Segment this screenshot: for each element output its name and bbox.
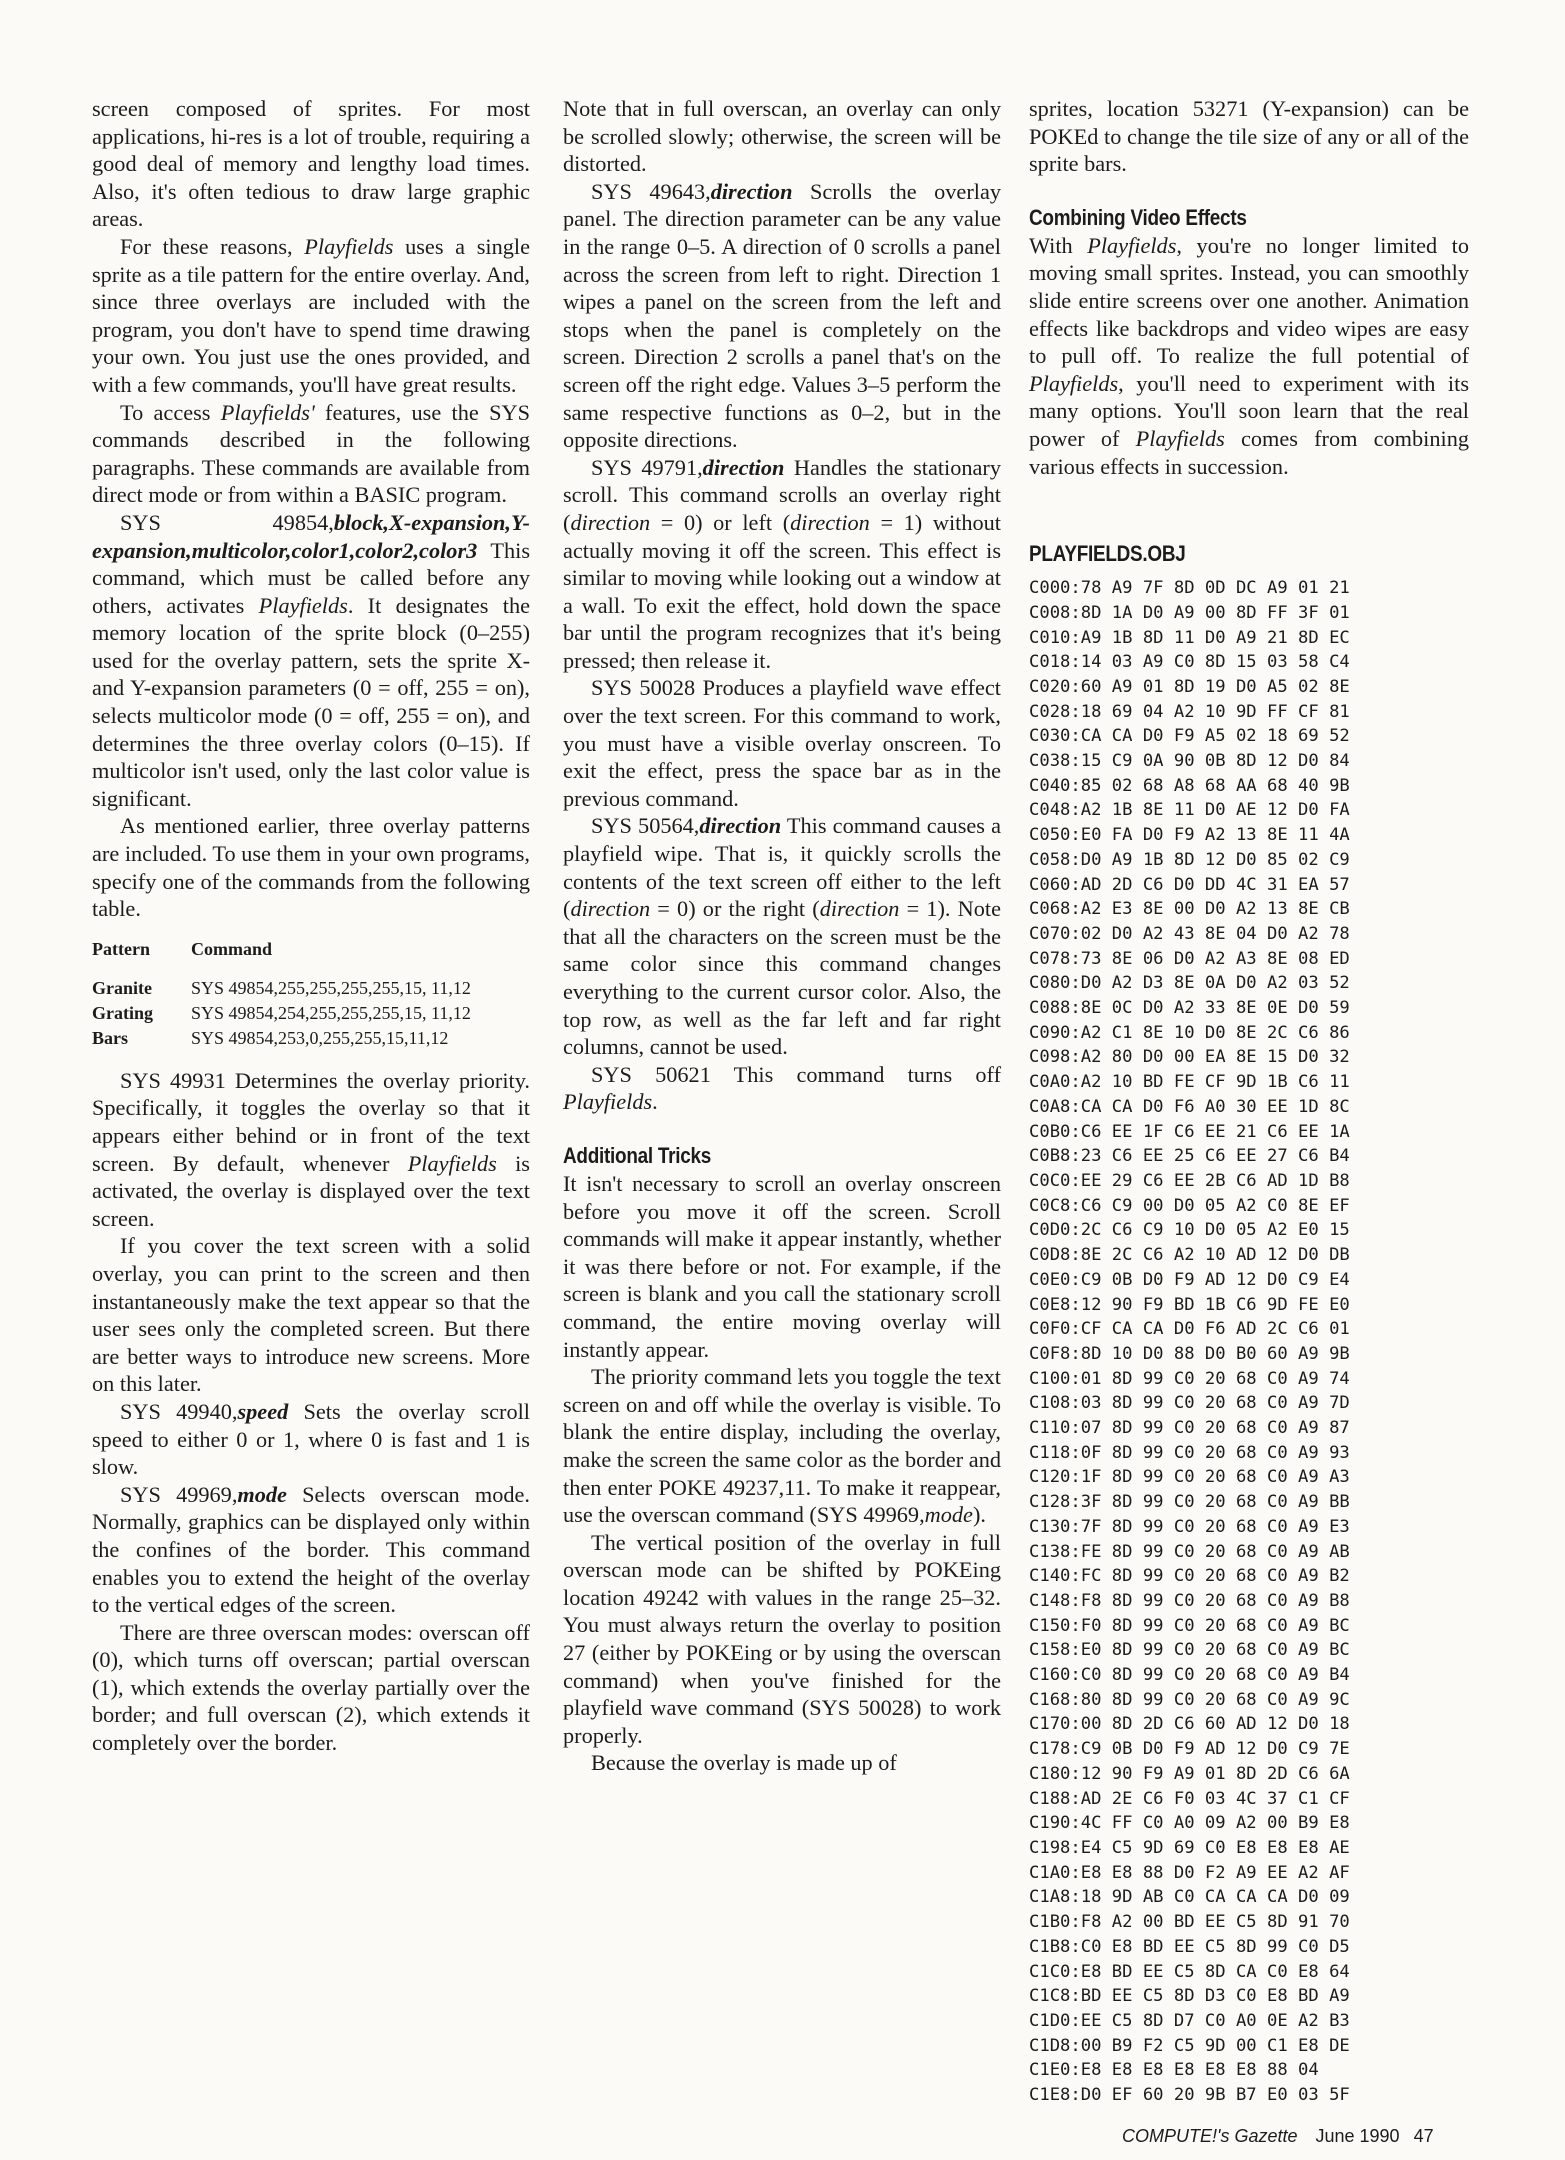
listing-line: C180:12 90 F9 A9 01 8D 2D C6 6A bbox=[1029, 1763, 1350, 1784]
page-number: 47 bbox=[1413, 2126, 1434, 2146]
listing-line: C0B8:23 C6 EE 25 C6 EE 27 C6 B4 bbox=[1029, 1146, 1350, 1167]
listing-line: C028:18 69 04 A2 10 9D FF CF 81 bbox=[1029, 701, 1350, 722]
listing-line: C188:AD 2E C6 F0 03 4C 37 C1 CF bbox=[1029, 1788, 1350, 1809]
listing-line: C040:85 02 68 A8 68 AA 68 40 9B bbox=[1029, 775, 1350, 796]
listing-line: C0D0:2C C6 C9 10 D0 05 A2 E0 15 bbox=[1029, 1220, 1350, 1241]
paragraph: screen composed of sprites. For most applications, hi-res is a lot of trouble, requiring a good deal of memory and lengthy load times. Also, it's often tedious to draw large graphic areas. bbox=[92, 96, 530, 232]
pattern-name: Granite bbox=[92, 977, 152, 998]
column-3 bbox=[1029, 95, 1469, 2108]
paragraph: sprites, location 53271 (Y-expansion) can be POKEd to change the tile size of any or all of the sprite bars. bbox=[1029, 96, 1469, 177]
page-footer bbox=[1122, 2126, 1462, 2147]
listing-line: C1E0:E8 E8 E8 E8 E8 E8 88 04 bbox=[1029, 2060, 1319, 2081]
paragraph: SYS 49969,mode Selects overscan mode. Normally, graphics can be displayed only within the confines of the border. This command enables you to extend the height of the overlay to the vertical edges of the screen. bbox=[92, 1481, 530, 1618]
listing-line: C178:C9 0B D0 F9 AD 12 D0 C9 7E bbox=[1029, 1739, 1350, 1760]
listing-line: C1D0:EE C5 8D D7 C0 A0 0E A2 B3 bbox=[1029, 2010, 1350, 2031]
listing-line: C0F8:8D 10 D0 88 D0 B0 60 A9 9B bbox=[1029, 1343, 1350, 1364]
listing-line: C118:0F 8D 99 C0 20 68 C0 A9 93 bbox=[1029, 1442, 1350, 1463]
paragraph: SYS 49791,direction Handles the stationary scroll. This command scrolls an overlay right (direction = 0) or left (direction = 1) without actually moving it off the screen. This effect is similar to moving while looking out a window at a wall. To exit the effect, hold down the space bar until the program recognizes that it's being pressed; then release it. bbox=[563, 454, 1002, 673]
listing-line: C0E8:12 90 F9 BD 1B C6 9D FE E0 bbox=[1029, 1294, 1350, 1315]
paragraph: SYS 50564,direction This command causes a playfield wipe. That is, it quickly scrolls the contents of the text screen off either to the left (direction = 0) or the right (direction = 1). Note that all the characters on the screen must be the same color since this command changes everything to the current cursor color. Also, the top row, as well as the far left and far right columns, cannot be used. bbox=[563, 813, 1001, 1060]
listing-line: C048:A2 1B 8E 11 D0 AE 12 D0 FA bbox=[1029, 800, 1350, 821]
listing-line: C198:E4 C5 9D 69 C0 E8 E8 E8 AE bbox=[1029, 1837, 1350, 1858]
listing-line: C0A8:CA CA D0 F6 A0 30 EE 1D 8C bbox=[1029, 1096, 1350, 1117]
listing-line: C038:15 C9 0A 90 0B 8D 12 D0 84 bbox=[1029, 751, 1350, 772]
listing-line: C160:C0 8D 99 C0 20 68 C0 A9 B4 bbox=[1029, 1665, 1350, 1686]
listing-line: C130:7F 8D 99 C0 20 68 C0 A9 E3 bbox=[1029, 1516, 1350, 1537]
listing-line: C060:AD 2D C6 D0 DD 4C 31 EA 57 bbox=[1029, 874, 1350, 895]
listing-line: C190:4C FF C0 A0 09 A2 00 B9 E8 bbox=[1029, 1813, 1350, 1834]
listing-line: C0C0:EE 29 C6 EE 2B C6 AD 1D B8 bbox=[1029, 1171, 1350, 1191]
paragraph: Because the overlay is made up of bbox=[591, 1750, 897, 1776]
listing-line: C090:A2 C1 8E 10 D0 8E 2C C6 86 bbox=[1029, 1022, 1350, 1043]
section-heading: Combining Video Effects bbox=[1029, 204, 1247, 230]
pattern-name: Grating bbox=[92, 1002, 153, 1023]
listing-line: C150:F0 8D 99 C0 20 68 C0 A9 BC bbox=[1029, 1615, 1350, 1636]
listing-line: C1A8:18 9D AB C0 CA CA CA D0 09 bbox=[1029, 1887, 1350, 1908]
pattern-command: SYS 49854,254,255,255,255,15, 11,12 bbox=[191, 1002, 471, 1023]
listing-line: C140:FC 8D 99 C0 20 68 C0 A9 B2 bbox=[1029, 1566, 1350, 1587]
table-row bbox=[92, 1001, 471, 1026]
listing-line: C0E0:C9 0B D0 F9 AD 12 D0 C9 E4 bbox=[1029, 1269, 1350, 1290]
listing-line: C098:A2 80 D0 00 EA 8E 15 D0 32 bbox=[1029, 1047, 1350, 1068]
paragraph: For these reasons, Playfields uses a single sprite as a tile pattern for the entire overlay. And, since three overlays are included with the program, you don't have to spend time drawing your own. You just use the ones provided, and with a few commands, you'll have great results. bbox=[92, 233, 530, 397]
listing-line: C1E8:D0 EF 60 20 9B B7 E0 03 5F bbox=[1029, 2085, 1350, 2106]
listing-line: C1A0:E8 E8 88 D0 F2 A9 EE A2 AF bbox=[1029, 1862, 1350, 1883]
listing-line: C120:1F 8D 99 C0 20 68 C0 A9 A3 bbox=[1029, 1467, 1350, 1488]
table-header-command: Command bbox=[191, 938, 273, 959]
pattern-command: SYS 49854,255,255,255,255,15, 11,12 bbox=[191, 977, 471, 998]
listing-line: C128:3F 8D 99 C0 20 68 C0 A9 BB bbox=[1029, 1492, 1350, 1513]
listing-line: C000:78 A9 7F 8D 0D DC A9 01 21 bbox=[1029, 578, 1350, 599]
table-row bbox=[92, 976, 471, 1001]
listing-heading: PLAYFIELDS.OBJ bbox=[1029, 541, 1186, 567]
pattern-table bbox=[92, 937, 471, 1051]
paragraph: To access Playfields' features, use the SYS commands described in the following paragraphs. These commands are available from direct mode or from within a BASIC program. bbox=[92, 399, 530, 508]
listing-line: C0A0:A2 10 BD FE CF 9D 1B C6 11 bbox=[1029, 1072, 1350, 1093]
listing-line: C0F0:CF CA CA D0 F6 AD 2C C6 01 bbox=[1029, 1319, 1350, 1340]
paragraph: SYS 49940,speed Sets the overlay scroll speed to either 0 or 1, where 0 is fast and 1 is slow. bbox=[92, 1398, 530, 1480]
table-row bbox=[92, 1026, 471, 1051]
paragraph: With Playfields, you're no longer limited to moving small sprites. Instead, you can smoothly slide entire screens over one another. Animation effects like backdrops and video wipes are easy to pull off. To realize the full potential of Playfields, you'll need to experiment with its many options. You'll soon learn that the real power of Playfields comes from combining various effects in succession. bbox=[1029, 232, 1470, 479]
listing-line: C170:00 8D 2D C6 60 AD 12 D0 18 bbox=[1029, 1714, 1350, 1735]
listing-line: C100:01 8D 99 C0 20 68 C0 A9 74 bbox=[1029, 1368, 1350, 1389]
paragraph: The priority command lets you toggle the text screen on and off while the overlay is visible. To blank the entire display, including the overlay, make the screen the same color as the border and then enter POKE 49237,11. To make it reappear, use the overscan command (SYS 49969,mode). bbox=[563, 1364, 1001, 1528]
pattern-command: SYS 49854,253,0,255,255,15,11,12 bbox=[191, 1027, 449, 1048]
listing-line: C168:80 8D 99 C0 20 68 C0 A9 9C bbox=[1029, 1689, 1350, 1710]
issue-date: June 1990 bbox=[1315, 2126, 1400, 2146]
listing-line: C058:D0 A9 1B 8D 12 D0 85 02 C9 bbox=[1029, 849, 1350, 870]
paragraph: The vertical position of the overlay in full overscan mode can be shifted by POKEing location 49242 with values in the range 25–32. You must always return the overlay to position 27 (either by POKEing or by using the overscan command) when you've finished for the playfield wave command (SYS 50028) to work properly. bbox=[563, 1529, 1001, 1748]
column-2 bbox=[563, 95, 1001, 1777]
listing-line: C1C8:BD EE C5 8D D3 C0 E8 BD A9 bbox=[1029, 1986, 1350, 2007]
listing-line: C0C8:C6 C9 00 D0 05 A2 C0 8E EF bbox=[1029, 1195, 1350, 1216]
listing-line: C008:8D 1A D0 A9 00 8D FF 3F 01 bbox=[1029, 602, 1350, 623]
listing-line: C110:07 8D 99 C0 20 68 C0 A9 87 bbox=[1029, 1418, 1350, 1439]
pattern-name: Bars bbox=[92, 1027, 128, 1048]
listing-line: C1D8:00 B9 F2 C5 9D 00 C1 E8 DE bbox=[1029, 2035, 1350, 2056]
listing-line: C158:E0 8D 99 C0 20 68 C0 A9 BC bbox=[1029, 1640, 1350, 1661]
listing-line: C088:8E 0C D0 A2 33 8E 0E D0 59 bbox=[1029, 998, 1350, 1019]
listing-line: C1B0:F8 A2 00 BD EE C5 8D 91 70 bbox=[1029, 1912, 1350, 1933]
paragraph: SYS 50621 This command turns off Playfields. bbox=[563, 1061, 1001, 1115]
listing-line: C1B8:C0 E8 BD EE C5 8D 99 C0 D5 bbox=[1029, 1936, 1350, 1957]
listing-line: C078:73 8E 06 D0 A2 A3 8E 08 ED bbox=[1029, 948, 1350, 969]
listing-line: C0D8:8E 2C C6 A2 10 AD 12 D0 DB bbox=[1029, 1245, 1350, 1266]
code-listing bbox=[1029, 576, 1469, 2108]
paragraph: SYS 49931 Determines the overlay priority. Specifically, it toggles the overlay so that it appears either behind or in front of the text screen. By default, whenever Playfields is activated, the overlay is displayed over the text screen. bbox=[92, 1067, 530, 1231]
listing-line: C148:F8 8D 99 C0 20 68 C0 A9 B8 bbox=[1029, 1590, 1350, 1611]
paragraph: Note that in full overscan, an overlay can only be scrolled slowly; otherwise, the screen will be distorted. bbox=[563, 96, 1001, 177]
listing-line: C138:FE 8D 99 C0 20 68 C0 A9 AB bbox=[1029, 1541, 1350, 1562]
listing-line: C080:D0 A2 D3 8E 0A D0 A2 03 52 bbox=[1029, 973, 1350, 994]
paragraph: If you cover the text screen with a solid overlay, you can print to the screen and then instantaneously make the text appear so that the user sees only the completed screen. But there are better ways to introduce new screens. More on this later. bbox=[92, 1233, 530, 1397]
column-1 bbox=[92, 95, 530, 1757]
paragraph: It isn't necessary to scroll an overlay onscreen before you move it off the screen. Scroll commands will make it appear instantly, whether it was there before or not. For example, if the screen is blank and you call the stationary scroll command, the entire moving overlay will instantly appear. bbox=[563, 1170, 1001, 1362]
listing-line: C0B0:C6 EE 1F C6 EE 21 C6 EE 1A bbox=[1029, 1121, 1350, 1142]
paragraph: SYS 49643,direction Scrolls the overlay panel. The direction parameter can be any value in the range 0–5. A direction of 0 scrolls a panel across the screen from left to right. Direction 1 wipes a panel on the screen from the left and stops when the panel is completely on the screen. Direction 2 scrolls a panel that's on the screen off the right edge. Values 3–5 perform the same respective functions as 0–2, but in the opposite directions. bbox=[563, 178, 1001, 453]
magazine-name: COMPUTE!'s Gazette bbox=[1122, 2126, 1298, 2146]
paragraph: As mentioned earlier, three overlay patterns are included. To use them in your own programs, specify one of the commands from the following table. bbox=[92, 813, 530, 922]
paragraph: SYS 49854,block,X-expansion,Y-expansion,multicolor,color1,color2,color3 This command, which must be called before any others, activates Playfields. It designates the memory location of the sprite block (0–255) used for the overlay pattern, sets the sprite X- and Y-expansion parameters (0 = off, 255 = on), selects multicolor mode (0 = off, 255 = on), and determines the three overlay colors (0–15). If multicolor isn't used, only the last color value is significant. bbox=[92, 509, 530, 811]
listing-line: C1C0:E8 BD EE C5 8D CA C0 E8 64 bbox=[1029, 1961, 1350, 1982]
paragraph: There are three overscan modes: overscan off (0), which turns off overscan; partial overscan (1), which extends the overlay partially over the border; and full overscan (2), which extends it completely over the border. bbox=[92, 1619, 530, 1756]
paragraph: SYS 50028 Produces a playfield wave effect over the text screen. For this command to work, you must have a visible overlay onscreen. To exit the effect, press the space bar as in the previous command. bbox=[563, 675, 1001, 811]
listing-line: C070:02 D0 A2 43 8E 04 D0 A2 78 bbox=[1029, 923, 1350, 944]
listing-line: C020:60 A9 01 8D 19 D0 A5 02 8E bbox=[1029, 676, 1350, 697]
table-header-pattern: Pattern bbox=[92, 938, 150, 959]
listing-line: C018:14 03 A9 C0 8D 15 03 58 C4 bbox=[1029, 652, 1350, 673]
listing-line: C010:A9 1B 8D 11 D0 A9 21 8D EC bbox=[1029, 627, 1350, 648]
listing-line: C050:E0 FA D0 F9 A2 13 8E 11 4A bbox=[1029, 825, 1350, 846]
section-heading: Additional Tricks bbox=[563, 1142, 712, 1168]
listing-line: C108:03 8D 99 C0 20 68 C0 A9 7D bbox=[1029, 1393, 1350, 1414]
listing-line: C068:A2 E3 8E 00 D0 A2 13 8E CB bbox=[1029, 899, 1350, 920]
listing-line: C030:CA CA D0 F9 A5 02 18 69 52 bbox=[1029, 726, 1350, 747]
